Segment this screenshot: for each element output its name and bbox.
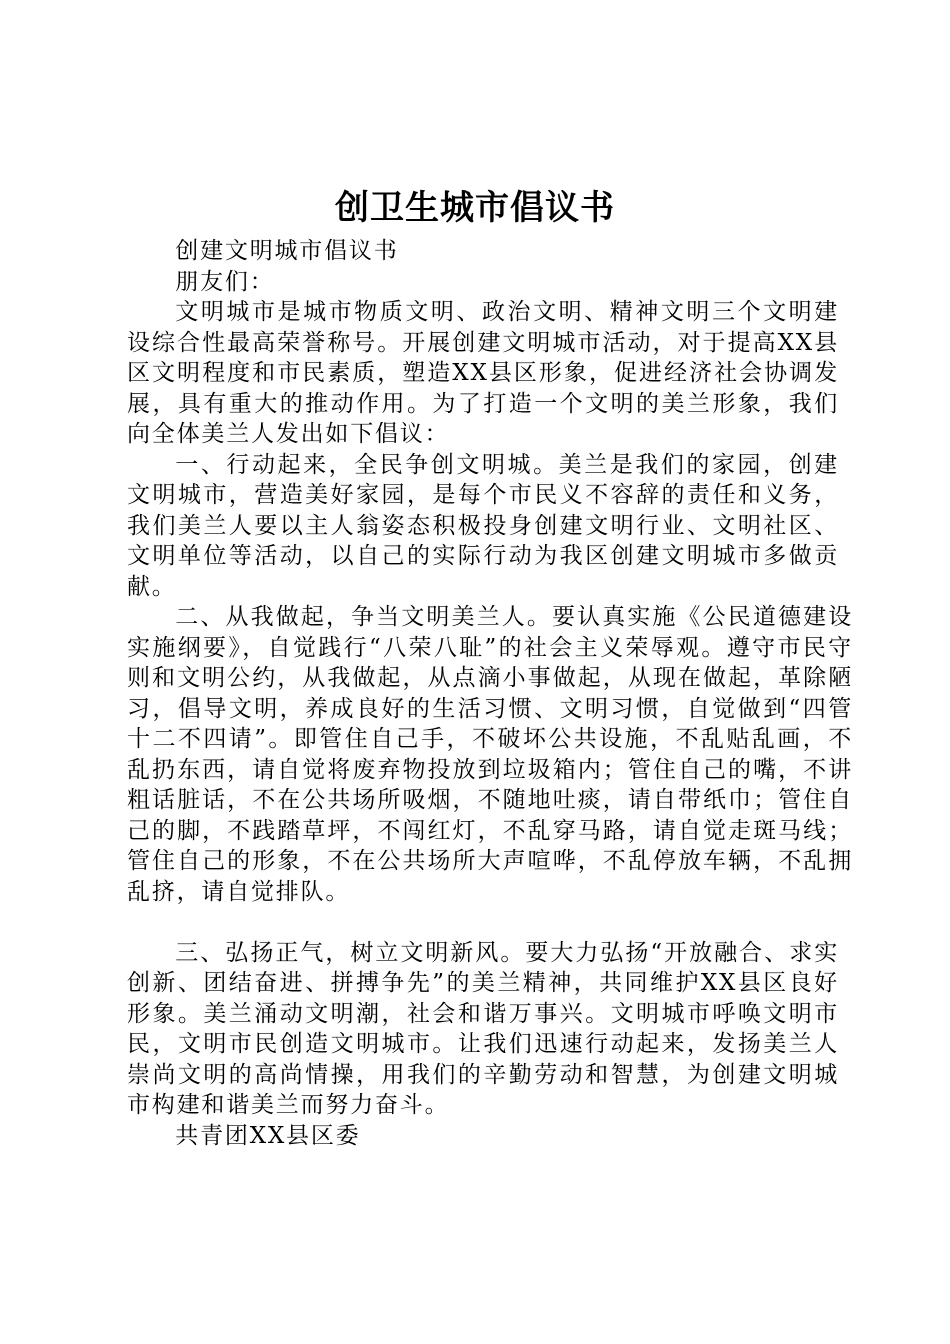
- salutation: 朋友们：: [175, 268, 275, 295]
- paragraph-item-three: 三、弘扬正气，树立文明新风。要大力弘扬“开放融合、求实创新、团结奋进、拼搏争先”的美兰精神，共同维护XX县区良好形象。美兰涌动文明潮，社会和谐万事兴。文明城市呼唤文明市民，文明市民创造文明城市。让我们迅速行动起来，发扬美兰人崇尚文明的高尚情操，用我们的辛勤劳动和智慧，为创建文明城市构建和谐美兰而努力奋斗。: [127, 939, 839, 1118]
- paragraph-intro: 文明城市是城市物质文明、政治文明、精神文明三个文明建设综合性最高荣誉称号。开展创建文明城市活动，对于提高XX县区文明程度和市民素质，塑造XX县区形象，促进经济社会协调发展，具有重大的推动作用。为了打造一个文明的美兰形象，我们向全体美兰人发出如下倡议：: [127, 299, 839, 447]
- signature: 共青团XX县区委: [175, 1122, 361, 1149]
- document-subtitle: 创建文明城市倡议书: [175, 238, 399, 264]
- document-title: 创卫生城市倡议书: [335, 188, 615, 228]
- paragraph-spacer: [127, 907, 839, 938]
- paragraph-item-two: 二、从我做起，争当文明美兰人。要认真实施《公民道德建设实施纲要》，自觉践行“八荣八耻”的社会主义荣辱观。遵守市民守则和文明公约，从我做起，从点滴小事做起，从现在做起，革除陋习，倡导文明，养成良好的生活习惯、文明习惯，自觉做到“四管十二不四请”。即管住自己手，不破坏公共设施，不乱贴乱画，不乱扔东西，请自觉将废弃物投放到垃圾箱内；管住自己的嘴，不讲粗话脏话，不在公共场所吸烟，不随地吐痰，请自带纸巾；管住自己的脚，不践踏草坪，不闯红灯，不乱穿马路，请自觉走斑马线；管住自己的形象，不在公共场所大声喧哗，不乱停放车辆，不乱拥乱挤，请自觉排队。: [127, 604, 853, 905]
- paragraph-item-one: 一、行动起来，全民争创文明城。美兰是我们的家园，创建文明城市，营造美好家园，是每个市民义不容辞的责任和义务，我们美兰人要以主人翁姿态积极投身创建文明行业、文明社区、文明单位等活动，以自己的实际行动为我区创建文明城市多做贡献。: [127, 451, 839, 600]
- document-body: [127, 236, 853, 1151]
